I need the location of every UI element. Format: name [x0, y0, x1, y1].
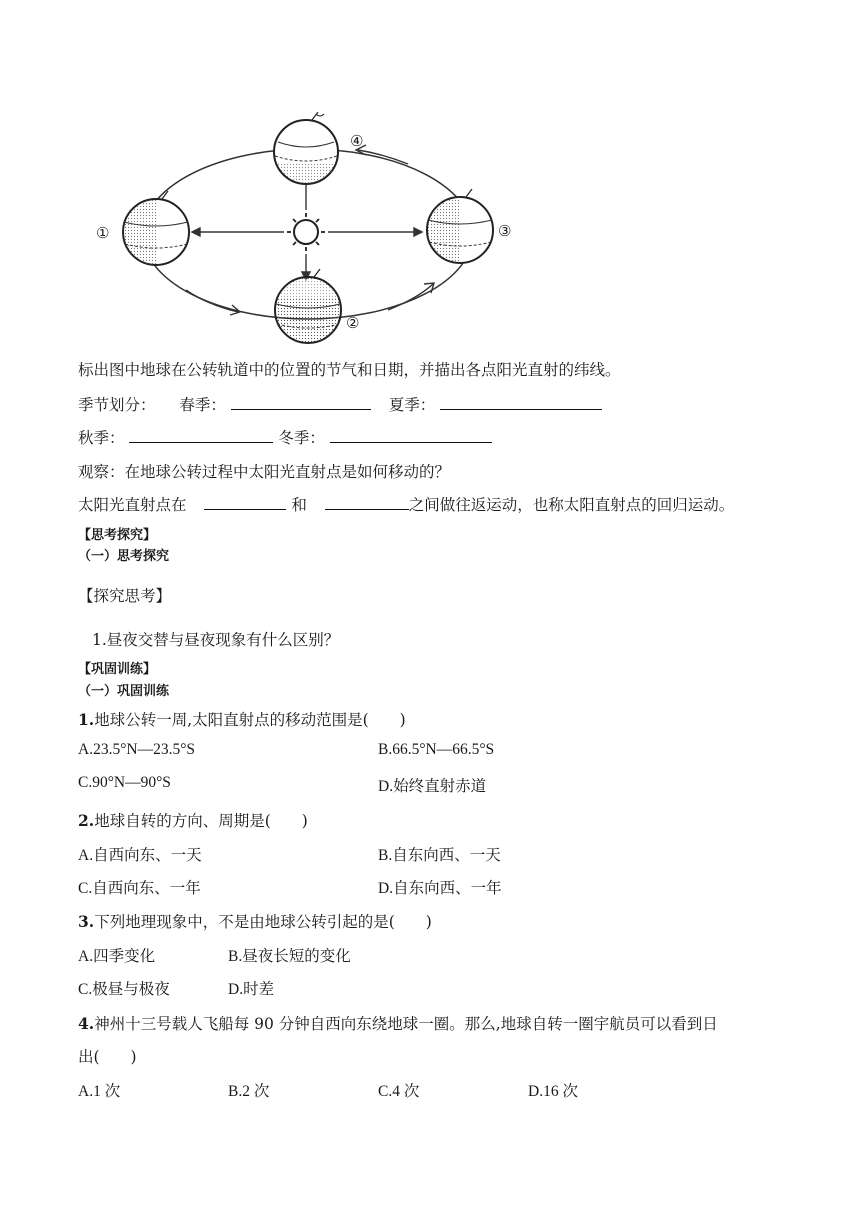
winter-blank[interactable]	[330, 428, 492, 443]
instruction-text: 标出图中地球在公转轨道中的位置的节气和日期，并描出各点阳光直射的纬线。	[78, 361, 621, 379]
fill-and: 和	[291, 496, 307, 514]
question-2-option-b[interactable]: B.自东向西、一天	[378, 847, 501, 864]
orbit-arrow-left	[186, 290, 240, 315]
question-1-number: 1.	[78, 710, 95, 729]
question-3-stem: 下列地理现象中，不是由地球公转引起的是( )	[94, 913, 432, 931]
question-4-option-d[interactable]: D.16 次	[528, 1083, 578, 1100]
section-explore-heading: 【探究思考】	[78, 587, 172, 605]
season-row-1	[78, 393, 602, 415]
explore-question: 1.昼夜交替与昼夜现象有什么区别？	[92, 631, 340, 649]
spring-blank[interactable]	[231, 395, 371, 410]
question-1-option-d[interactable]: D.始终直射赤道	[378, 778, 487, 795]
question-4-stem-continued: 出( )	[78, 1048, 137, 1066]
question-4-option-a[interactable]: A.1 次	[78, 1083, 121, 1100]
sun-icon	[287, 213, 325, 251]
position-label-1: ①	[96, 224, 110, 242]
earth-position-3	[427, 189, 493, 263]
observe-text: 观察：在地球公转过程中太阳光直射点是如何移动的？	[78, 463, 451, 481]
section-heading-practice: 【巩固训练】	[78, 662, 157, 677]
summer-blank[interactable]	[440, 395, 602, 410]
question-3-number: 3.	[78, 912, 95, 931]
question-1-option-c[interactable]: C.90°N—90°S	[78, 774, 171, 791]
fill-blank-1[interactable]	[204, 495, 286, 510]
section-heading-think: 【思考探究】	[78, 528, 157, 543]
question-2-option-c[interactable]: C.自西向东、一年	[78, 880, 201, 897]
section-sub-practice: （一）巩固训练	[78, 684, 170, 699]
question-2	[78, 809, 308, 831]
question-3-option-d[interactable]: D.时差	[228, 981, 275, 998]
earth-position-1	[123, 191, 189, 265]
question-1	[78, 708, 406, 730]
winter-label: 冬季：	[278, 429, 325, 447]
season-row-2	[78, 426, 492, 448]
summer-label: 夏季：	[388, 396, 436, 414]
question-4-stem: 神州十三号载人飞船每 90 分钟自西向东绕地球一圈。那么,地球自转一圈宇航员可以看到日	[94, 1015, 718, 1033]
earth-orbit-diagram	[88, 112, 528, 352]
question-2-option-d[interactable]: D.自东向西、一年	[378, 880, 502, 897]
question-2-number: 2.	[78, 811, 95, 830]
spring-label: 春季：	[179, 396, 226, 414]
position-label-3: ③	[498, 222, 512, 240]
question-4	[78, 1012, 718, 1034]
question-1-option-b[interactable]: B.66.5°N—66.5°S	[378, 741, 495, 758]
autumn-blank[interactable]	[129, 428, 273, 443]
question-4-number: 4.	[78, 1014, 95, 1033]
orbit-arrow-top	[356, 145, 408, 164]
fill-suffix: 之间做往返运动，也称太阳直射点的回归运动。	[408, 496, 735, 514]
position-label-4: ④	[350, 132, 364, 150]
earth-position-2	[275, 269, 341, 343]
question-4-option-b[interactable]: B.2 次	[228, 1083, 270, 1100]
question-3-option-a[interactable]: A.四季变化	[78, 948, 156, 965]
question-3	[78, 910, 432, 932]
autumn-label: 秋季：	[78, 429, 125, 447]
question-4-option-c[interactable]: C.4 次	[378, 1083, 420, 1100]
earth-position-4	[274, 112, 338, 184]
question-3-option-b[interactable]: B.昼夜长短的变化	[228, 948, 351, 965]
section-sub-think: （一）思考探究	[78, 549, 170, 564]
question-1-stem: 地球公转一周,太阳直射点的移动范围是( )	[94, 711, 406, 729]
fill-prefix: 太阳光直射点在	[78, 496, 187, 514]
question-2-stem: 地球自转的方向、周期是( )	[94, 812, 308, 830]
season-label: 季节划分：	[78, 396, 156, 414]
question-1-option-a[interactable]: A.23.5°N—23.5°S	[78, 741, 196, 758]
question-3-option-c[interactable]: C.极昼与极夜	[78, 981, 170, 998]
fill-blank-2[interactable]	[325, 495, 409, 510]
fill-sentence	[78, 493, 734, 515]
position-label-2: ②	[346, 314, 360, 332]
question-2-option-a[interactable]: A.自西向东、一天	[78, 847, 202, 864]
